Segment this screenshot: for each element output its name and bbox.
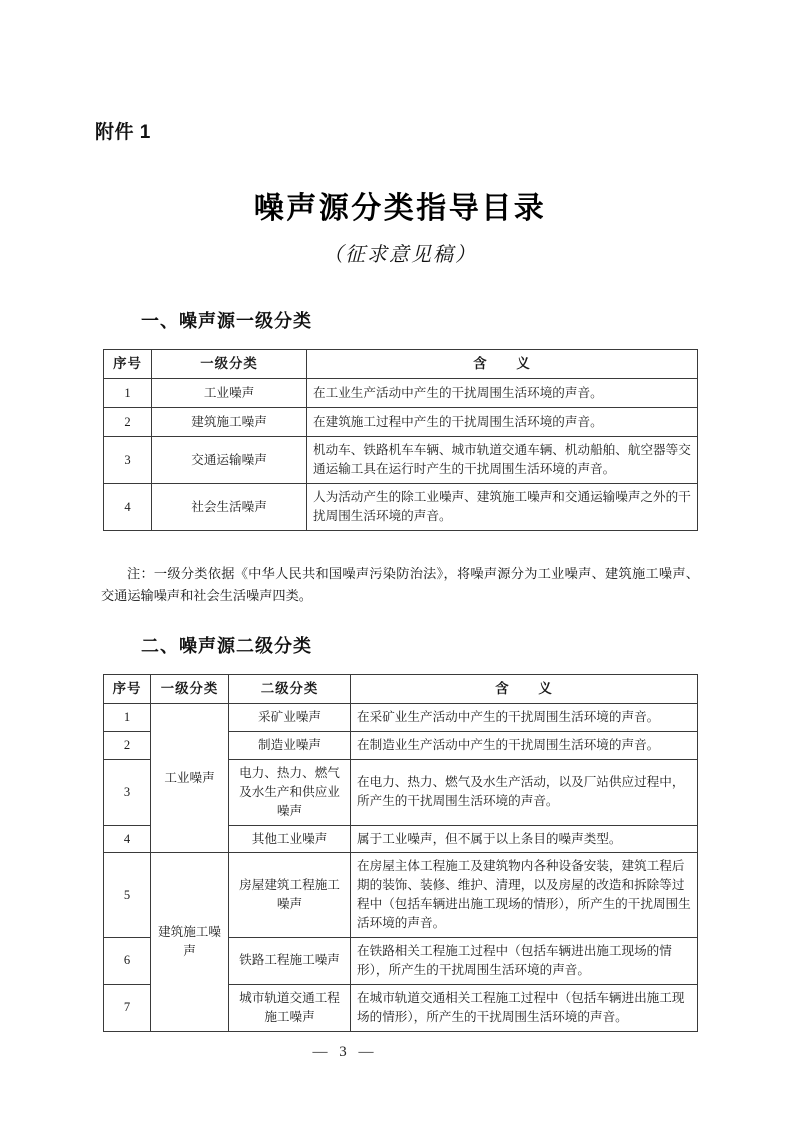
cell-seq: 1 [104,379,152,408]
cell-meaning: 属于工业噪声，但不属于以上条目的噪声类型。 [351,825,698,853]
cell-meaning: 在铁路相关工程施工过程中（包括车辆进出施工现场的情形），所产生的干扰周围生活环境的声音。 [351,938,698,985]
cell-meaning: 在制造业生产活动中产生的干扰周围生活环境的声音。 [351,732,698,760]
cell-level2: 电力、热力、燃气及水生产和供应业噪声 [229,759,351,825]
cell-level1-group: 建筑施工噪声 [151,853,229,1031]
table-level2-classification [103,674,698,1032]
cell-meaning: 在建筑施工过程中产生的干扰周围生活环境的声音。 [307,408,698,437]
cell-meaning: 在房屋主体工程施工及建筑物内各种设备安装，建筑工程后期的装饰、装修、维护、清理，以及房屋的改造和拆除等过程中（包括车辆进出施工现场的情形），所产生的干扰周围生活环境的声音。 [351,853,698,938]
page-title: 噪声源分类指导目录 [253,192,547,225]
cell-meaning: 在工业生产活动中产生的干扰周围生活环境的声音。 [307,379,698,408]
table-row [104,484,698,531]
header-meaning: 含 义 [351,675,698,704]
cell-seq: 3 [104,759,151,825]
cell-seq: 4 [104,825,151,853]
table-note: 注：一级分类依据《中华人民共和国噪声污染防治法》，将噪声源分为工业噪声、建筑施工噪声、交通运输噪声和社会生活噪声四类。 [101,566,699,603]
cell-meaning: 人为活动产生的除工业噪声、建筑施工噪声和交通运输噪声之外的干扰周围生活环境的声音。 [307,484,698,531]
section-heading-level2: 二、噪声源二级分类 [141,636,312,656]
document-subtitle: （征求意见稿） [323,244,477,266]
header-level1: 一级分类 [151,675,229,704]
header-meaning: 含 义 [307,350,698,379]
cell-level1: 社会生活噪声 [152,484,307,531]
cell-level1: 建筑施工噪声 [152,408,307,437]
cell-seq: 2 [104,732,151,760]
table-row [104,437,698,484]
cell-seq: 6 [104,938,151,985]
cell-meaning: 在城市轨道交通相关工程施工过程中（包括车辆进出施工现场的情形），所产生的干扰周围生活环境的声音。 [351,984,698,1031]
cell-seq: 2 [104,408,152,437]
cell-level2: 铁路工程施工噪声 [229,938,351,985]
table-row [104,704,698,732]
cell-level1-group: 工业噪声 [151,704,229,853]
table-header-row [104,675,698,704]
cell-seq: 7 [104,984,151,1031]
table-row [104,379,698,408]
table-level1-classification [103,349,698,531]
cell-seq: 1 [104,704,151,732]
page-number: — 3 — [312,1044,378,1060]
header-seq: 序号 [104,675,151,704]
table-row [104,853,698,938]
table-header-row [104,350,698,379]
cell-seq: 5 [104,853,151,938]
cell-level2: 其他工业噪声 [229,825,351,853]
header-seq: 序号 [104,350,152,379]
attachment-label: 附件 1 [95,122,151,143]
cell-seq: 4 [104,484,152,531]
cell-meaning: 机动车、铁路机车车辆、城市轨道交通车辆、机动船舶、航空器等交通运输工具在运行时产生的干扰周围生活环境的声音。 [307,437,698,484]
cell-level1: 交通运输噪声 [152,437,307,484]
header-level2: 二级分类 [229,675,351,704]
section-heading-level1: 一、噪声源一级分类 [141,311,312,331]
cell-level1: 工业噪声 [152,379,307,408]
cell-level2: 房屋建筑工程施工噪声 [229,853,351,938]
cell-meaning: 在采矿业生产活动中产生的干扰周围生活环境的声音。 [351,704,698,732]
cell-level2: 制造业噪声 [229,732,351,760]
cell-level2: 采矿业噪声 [229,704,351,732]
table-row [104,408,698,437]
cell-level2: 城市轨道交通工程施工噪声 [229,984,351,1031]
cell-seq: 3 [104,437,152,484]
cell-meaning: 在电力、热力、燃气及水生产活动，以及厂站供应过程中，所产生的干扰周围生活环境的声音。 [351,759,698,825]
page-footer [0,1044,800,1061]
header-level1: 一级分类 [152,350,307,379]
